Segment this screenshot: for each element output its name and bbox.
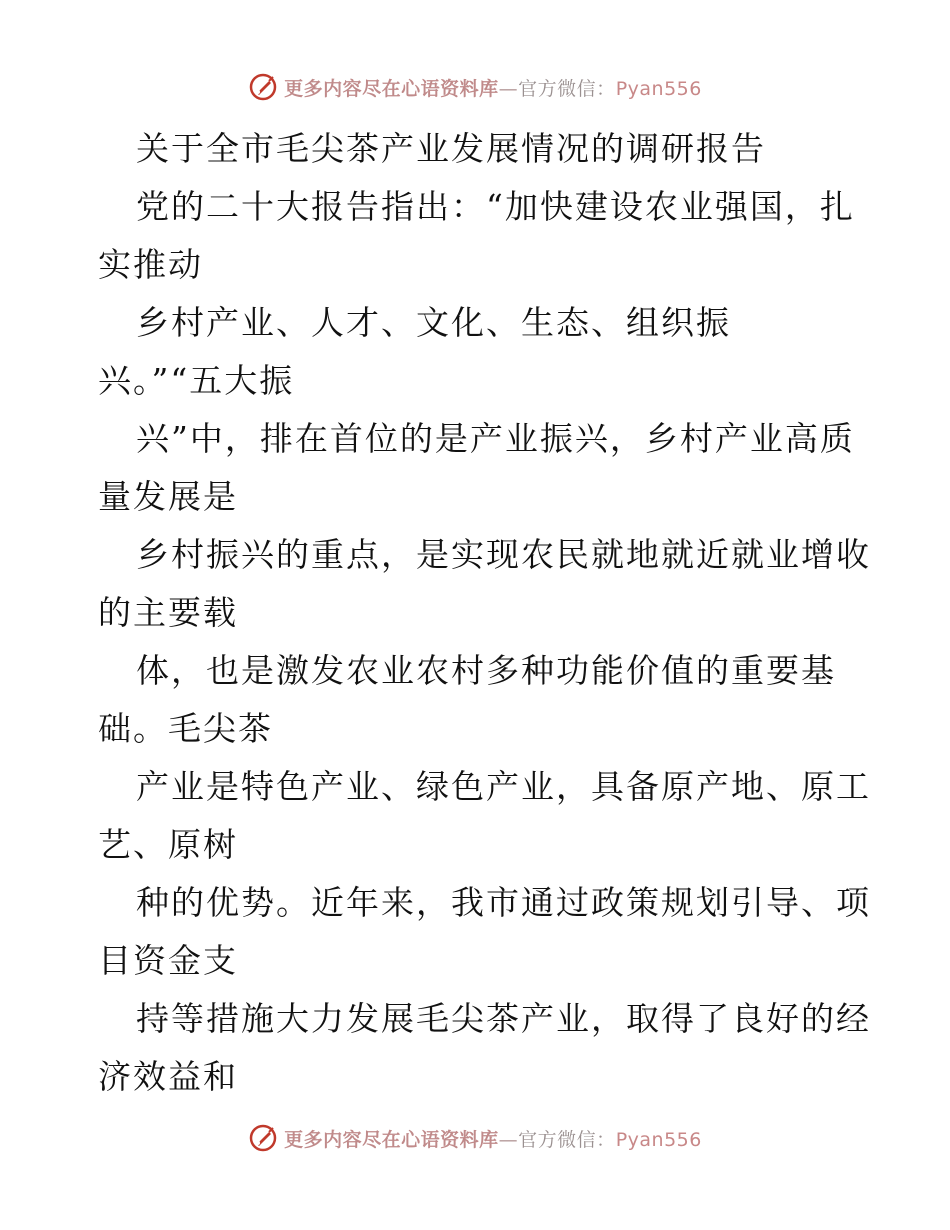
text-line: 础。毛尖茶	[98, 709, 273, 748]
document-body	[98, 120, 871, 1106]
quill-seal-icon	[248, 72, 278, 102]
quill-seal-icon	[248, 1123, 278, 1153]
watermark-label: 官方微信：	[518, 1128, 616, 1151]
text-line: 的主要载	[98, 593, 238, 632]
text-line: 产业是特色产业、绿色产业，具备原产地、原工	[136, 767, 871, 806]
text-line: 乡村产业、人才、文化、生态、组织振	[136, 303, 731, 342]
text-line: 党的二十大报告指出：“加快建设农业强国，扎	[136, 187, 855, 226]
text-line: 乡村振兴的重点，是实现农民就地就近就业增收	[136, 535, 871, 574]
text-line: 种的优势。近年来，我市通过政策规划引导、项	[136, 883, 871, 922]
watermark-separator: —	[498, 1128, 519, 1151]
watermark-account: Pyan556	[615, 77, 702, 100]
text-line: 艺、原树	[98, 825, 238, 864]
document-title: 关于全市毛尖茶产业发展情况的调研报告	[136, 129, 766, 168]
watermark-footer	[0, 1123, 950, 1153]
watermark-brand: 更多内容尽在心语资料库	[284, 1128, 499, 1151]
text-line: 体，也是激发农业农村多种功能价值的重要基	[136, 651, 836, 690]
watermark-label: 官方微信：	[518, 77, 616, 100]
text-line: 兴”中，排在首位的是产业振兴，乡村产业高质	[136, 419, 855, 458]
watermark-account: Pyan556	[615, 1128, 702, 1151]
text-line: 实推动	[98, 245, 203, 284]
watermark-header	[0, 72, 950, 102]
text-line: 量发展是	[98, 477, 238, 516]
text-line: 持等措施大力发展毛尖茶产业，取得了良好的经	[136, 999, 871, 1038]
text-line: 济效益和	[98, 1057, 238, 1096]
text-line: 兴。”“五大振	[98, 361, 295, 400]
watermark-brand: 更多内容尽在心语资料库	[284, 77, 499, 100]
watermark-separator: —	[498, 77, 519, 100]
text-line: 目资金支	[98, 941, 238, 980]
